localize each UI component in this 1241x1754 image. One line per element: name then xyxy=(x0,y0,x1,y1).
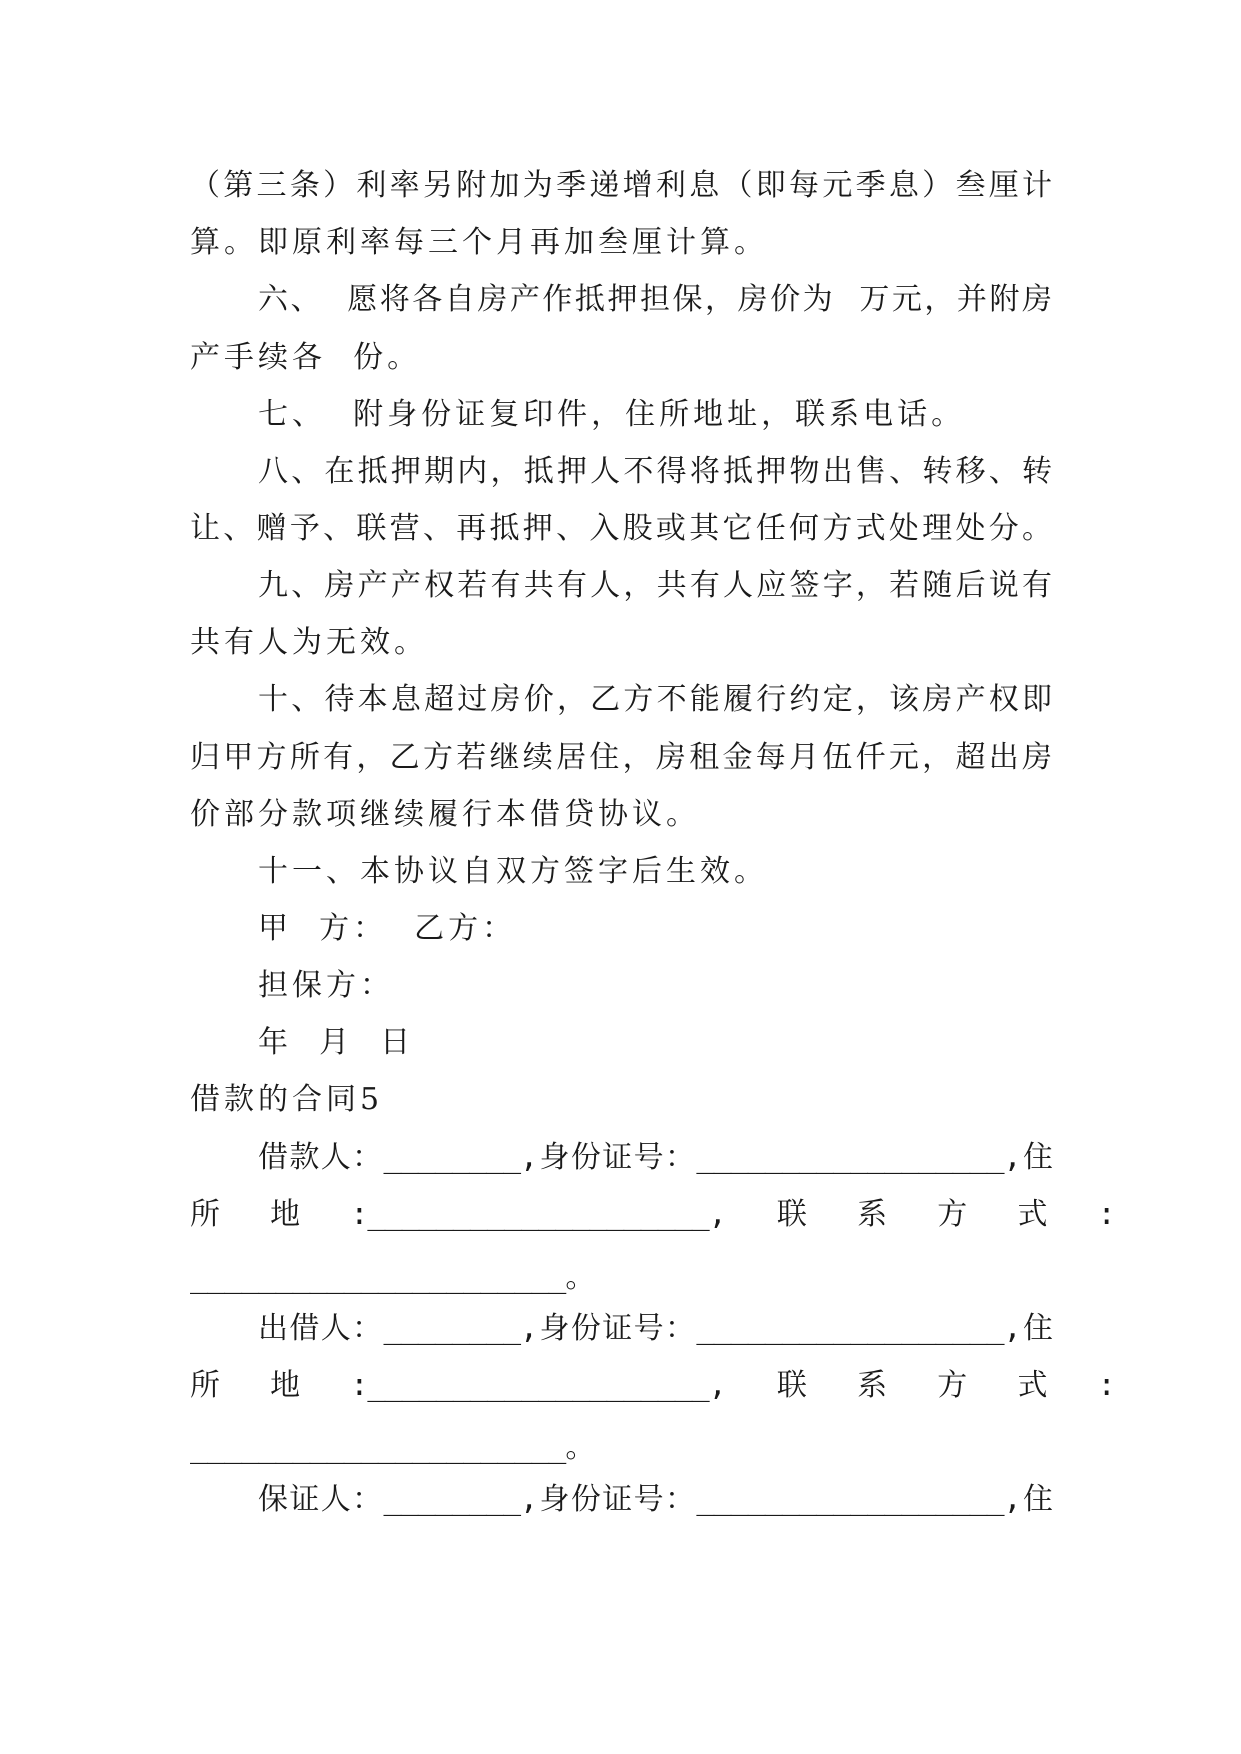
clause-6: 六、 愿将各自房产作抵押担保，房价为 万元，并附房 xyxy=(258,282,1052,317)
lender-line: 出借人：________,身份证号：__________________,住 xyxy=(258,1311,1052,1346)
clause-9: 九、房产产权若有共有人，共有人应签字，若随后说有 xyxy=(258,568,1052,603)
text-line: （第三条）利率另附加为季递增利息（即每元季息）叁厘计 xyxy=(190,168,1052,203)
lender-contact-line: ______________________。 xyxy=(190,1430,595,1465)
text-line: 共有人为无效。 xyxy=(190,625,428,660)
clause-7: 七、 附身份证复印件，住所地址，联系电话。 xyxy=(258,397,966,432)
party-signature-line: 甲 方： 乙方： xyxy=(258,911,517,946)
guarantor-line: 保证人：________,身份证号：__________________,住 xyxy=(258,1482,1052,1517)
section-heading: 借款的合同5 xyxy=(190,1082,384,1117)
text-line: 价部分款项继续履行本借贷协议。 xyxy=(190,797,700,832)
text-line: 让、赠予、联营、再抵押、入股或其它任何方式处理处分。 xyxy=(190,511,1052,546)
clause-10: 十、待本息超过房价，乙方不能履行约定，该房产权即 xyxy=(258,682,1052,717)
clause-8: 八、在抵押期内，抵押人不得将抵押物出售、转移、转 xyxy=(258,454,1052,489)
borrower-address-line: 所 地 :____________________, 联 系 方 式 : xyxy=(190,1197,1115,1232)
lender-address-line: 所 地 :____________________, 联 系 方 式 : xyxy=(190,1368,1115,1403)
borrower-contact-line: ______________________。 xyxy=(190,1260,595,1295)
clause-11: 十一、本协议自双方签字后生效。 xyxy=(258,854,768,889)
borrower-line: 借款人：________,身份证号：__________________,住 xyxy=(258,1140,1052,1175)
guarantor-signature-line: 担保方： xyxy=(258,968,394,1003)
text-line: 归甲方所有，乙方若继续居住，房租金每月伍仟元，超出房 xyxy=(190,740,1052,775)
text-line: 算。即原利率每三个月再加叁厘计算。 xyxy=(190,225,768,260)
date-line: 年 月 日 xyxy=(258,1025,415,1060)
text-line: 产手续各 份。 xyxy=(190,340,422,375)
